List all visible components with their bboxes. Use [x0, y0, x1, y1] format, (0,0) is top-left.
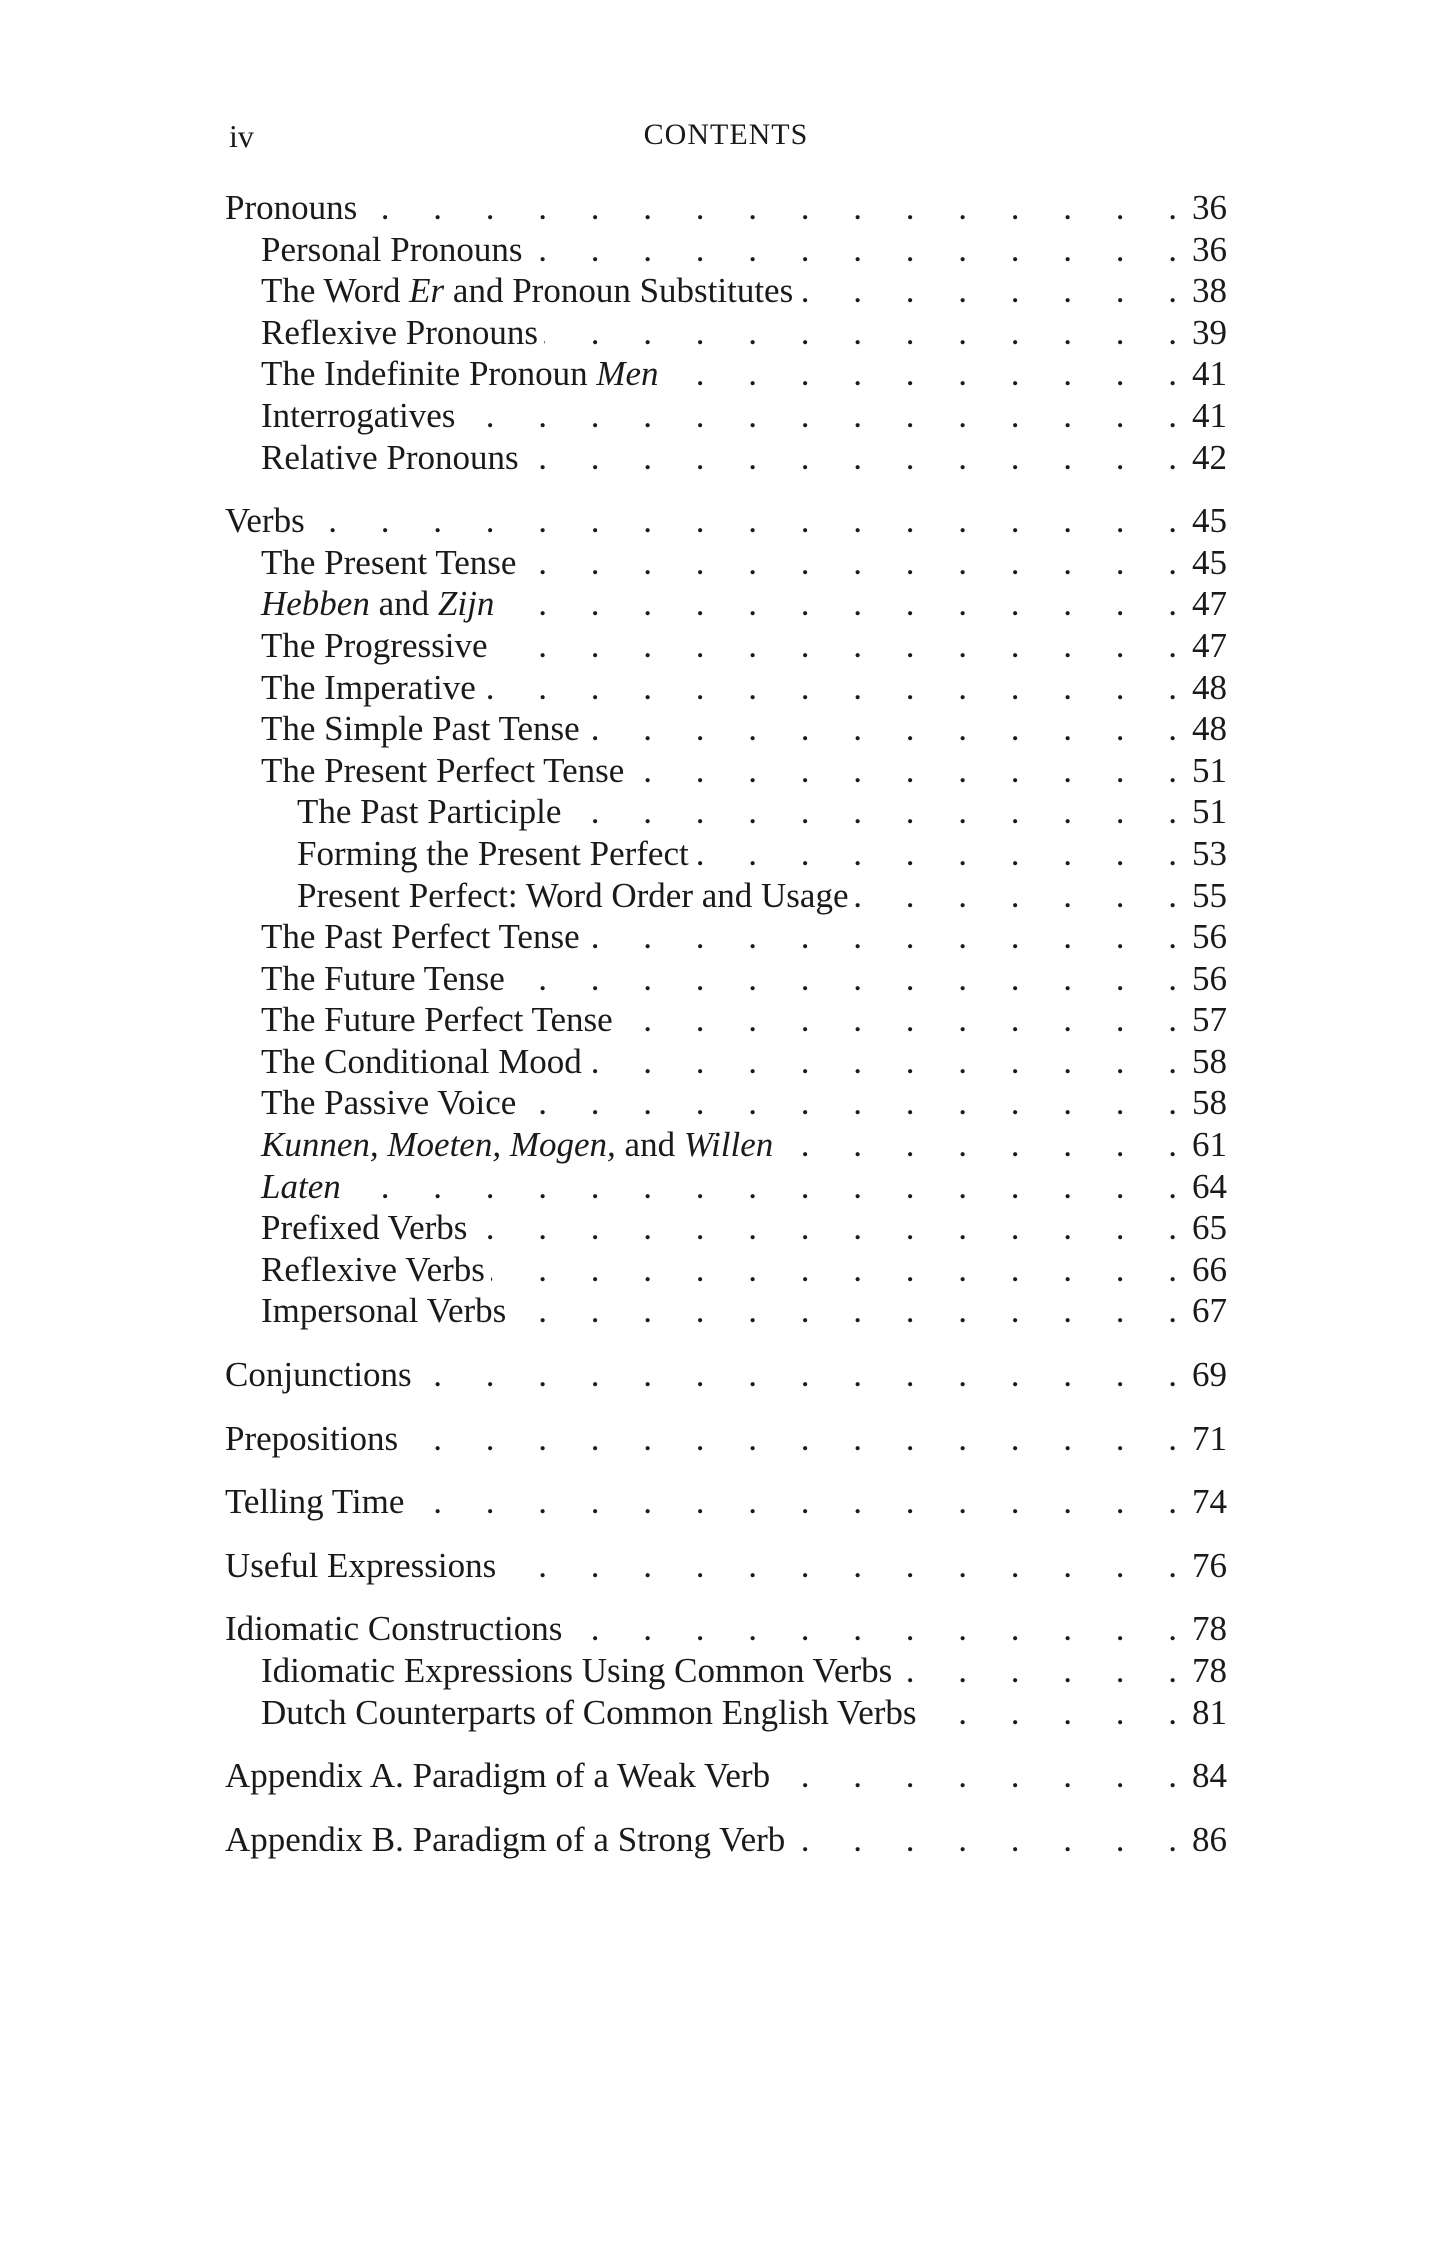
toc-entry-title: Interrogatives [261, 395, 456, 435]
toc-entry-title: The Past Participle [297, 792, 562, 832]
toc-entry [225, 667, 1227, 709]
toc-entry-title: The Simple Past Tense [261, 709, 580, 749]
toc-entry [225, 1755, 1227, 1797]
table-of-contents [225, 187, 1227, 1860]
dot-leader [500, 583, 1177, 625]
page-number: iv [229, 118, 254, 154]
toc-page-number: 64 [1192, 1166, 1227, 1206]
page-title: CONTENTS [643, 118, 809, 151]
toc-entry [225, 583, 1227, 625]
toc-entry-title: Telling Time [225, 1482, 405, 1522]
dot-leader [567, 791, 1177, 833]
toc-entry [225, 875, 1227, 917]
toc-entry [225, 1041, 1227, 1083]
toc-page-number: 61 [1192, 1125, 1227, 1165]
dot-leader [588, 1041, 1177, 1083]
dot-leader [776, 1755, 1177, 1797]
toc-entry [225, 187, 1227, 229]
toc-entry-title: The Future Tense [261, 958, 505, 998]
toc-page-number: 57 [1192, 1000, 1227, 1040]
toc-page-number: 42 [1192, 437, 1227, 477]
toc-entry [225, 270, 1227, 312]
dot-leader [473, 1207, 1177, 1249]
toc-page-number: 58 [1192, 1083, 1227, 1123]
toc-entry-title: Conjunctions [225, 1355, 412, 1395]
toc-entry-title: Idiomatic Constructions [225, 1609, 563, 1649]
toc-entry-title: Prepositions [225, 1418, 399, 1458]
toc-entry [225, 1481, 1227, 1523]
toc-page-number: 48 [1192, 667, 1227, 707]
toc-entry [225, 1124, 1227, 1166]
toc-entry-title: The Present Tense [261, 542, 517, 582]
dot-leader [619, 999, 1177, 1041]
toc-page-number: 67 [1192, 1291, 1227, 1331]
toc-page-number: 78 [1192, 1651, 1227, 1690]
toc-entry [225, 1249, 1227, 1291]
toc-page-number: 66 [1192, 1249, 1227, 1289]
dot-leader [522, 1082, 1177, 1124]
toc-page-number: 81 [1192, 1692, 1227, 1732]
toc-entry-title: Kunnen, Moeten, Mogen, and Willen [261, 1125, 774, 1165]
toc-page-number: 45 [1192, 542, 1227, 582]
toc-entry-title: Hebben and Zijn [261, 584, 495, 624]
dot-leader [482, 667, 1177, 709]
dot-leader [491, 1249, 1177, 1291]
toc-page-number: 65 [1192, 1208, 1227, 1248]
toc-entry [225, 1545, 1227, 1587]
toc-page-number: 55 [1192, 875, 1227, 915]
toc-entry-title: Reflexive Verbs [261, 1249, 485, 1289]
toc-entry [225, 312, 1227, 354]
dot-leader [791, 1819, 1177, 1861]
toc-entry [225, 1082, 1227, 1124]
toc-page-number: 38 [1192, 271, 1227, 311]
dot-leader [586, 916, 1177, 958]
toc-entry-title: The Indefinite Pronoun Men [261, 354, 659, 394]
toc-entry-title: The Passive Voice [261, 1083, 517, 1123]
toc-page-number: 71 [1192, 1418, 1227, 1458]
toc-entry [225, 1354, 1227, 1396]
toc-page-number: 84 [1192, 1756, 1227, 1796]
toc-page-number: 45 [1192, 501, 1227, 541]
toc-entry-title: The Imperative [261, 667, 476, 707]
dot-leader [502, 1545, 1177, 1587]
dot-leader [586, 708, 1177, 750]
toc-entry-title: Laten [261, 1166, 341, 1206]
toc-entry [225, 500, 1227, 542]
toc-entry [225, 916, 1227, 958]
toc-entry-title: The Word Er and Pronoun Substitutes [261, 271, 794, 311]
toc-entry-title: Personal Pronouns [261, 229, 523, 269]
toc-entry-title: Pronouns [225, 188, 358, 227]
toc-page-number: 48 [1192, 709, 1227, 749]
toc-entry-title: The Present Perfect Tense [261, 750, 625, 790]
toc-page-number: 41 [1192, 395, 1227, 435]
dot-leader [410, 1481, 1177, 1523]
toc-entry [225, 999, 1227, 1041]
dot-leader [525, 437, 1177, 479]
toc-page-number: 69 [1192, 1355, 1227, 1395]
toc-entry [225, 625, 1227, 667]
toc-entry [225, 1608, 1227, 1650]
toc-entry [225, 395, 1227, 437]
dot-leader [347, 1166, 1177, 1208]
toc-entry [225, 1290, 1227, 1332]
toc-entry [225, 791, 1227, 833]
dot-leader [630, 750, 1177, 792]
toc-page-number: 47 [1192, 625, 1227, 665]
dot-leader [493, 625, 1177, 667]
toc-page-number: 36 [1192, 229, 1227, 269]
toc-page-number: 56 [1192, 917, 1227, 957]
dot-leader [311, 500, 1177, 542]
toc-page-number: 56 [1192, 958, 1227, 998]
toc-page-number: 47 [1192, 584, 1227, 624]
toc-entry-title: The Progressive [261, 625, 488, 665]
toc-entry-title: Present Perfect: Word Order and Usage [297, 875, 849, 915]
toc-entry [225, 1650, 1227, 1692]
dot-leader [363, 187, 1177, 229]
toc-entry-title: The Past Perfect Tense [261, 917, 580, 957]
toc-page-number: 78 [1192, 1609, 1227, 1649]
dot-leader [544, 312, 1177, 354]
toc-entry [225, 1692, 1227, 1734]
toc-entry-title: Idiomatic Expressions Using Common Verbs [261, 1651, 893, 1690]
toc-page-number: 39 [1192, 312, 1227, 352]
dot-leader [529, 229, 1177, 271]
dot-leader [511, 958, 1177, 1000]
running-head [225, 118, 1227, 168]
toc-page-number: 86 [1192, 1819, 1227, 1859]
toc-entry [225, 353, 1227, 395]
toc-page-number: 51 [1192, 792, 1227, 832]
toc-entry [225, 229, 1227, 271]
toc-entry [225, 750, 1227, 792]
dot-leader [779, 1124, 1177, 1166]
dot-leader [568, 1608, 1177, 1650]
toc-entry-title: The Future Perfect Tense [261, 1000, 613, 1040]
dot-leader [512, 1290, 1177, 1332]
toc-entry-title: Impersonal Verbs [261, 1291, 507, 1331]
dot-leader [855, 875, 1178, 917]
toc-entry [225, 1819, 1227, 1861]
toc-entry-title: Dutch Counterparts of Common English Verbs [261, 1692, 917, 1732]
toc-page-number: 53 [1192, 833, 1227, 873]
toc-entry-title: Verbs [225, 501, 305, 541]
toc-page-number: 76 [1192, 1545, 1227, 1585]
dot-leader [665, 353, 1177, 395]
dot-leader [923, 1692, 1177, 1734]
toc-entry [225, 1166, 1227, 1208]
toc-page-number: 36 [1192, 188, 1227, 227]
toc-entry [225, 708, 1227, 750]
dot-leader [404, 1418, 1177, 1460]
toc-entry [225, 958, 1227, 1000]
toc-page-number: 58 [1192, 1041, 1227, 1081]
dot-leader [522, 542, 1177, 584]
dot-leader [418, 1354, 1177, 1396]
toc-entry-title: Forming the Present Perfect [297, 833, 689, 873]
toc-entry-title: Appendix B. Paradigm of a Strong Verb [225, 1819, 786, 1859]
toc-entry [225, 542, 1227, 584]
toc-entry-title: Reflexive Pronouns [261, 312, 539, 352]
dot-leader [695, 833, 1177, 875]
toc-entry-title: Useful Expressions [225, 1545, 497, 1585]
toc-page-number: 74 [1192, 1482, 1227, 1522]
toc-entry-title: Relative Pronouns [261, 437, 519, 477]
toc-entry-title: Prefixed Verbs [261, 1208, 468, 1248]
dot-leader [461, 395, 1177, 437]
dot-leader [898, 1650, 1177, 1692]
toc-entry [225, 1418, 1227, 1460]
toc-entry [225, 437, 1227, 479]
toc-page-number: 51 [1192, 750, 1227, 790]
toc-entry [225, 1207, 1227, 1249]
toc-page-number: 41 [1192, 354, 1227, 394]
toc-entry-title: The Conditional Mood [261, 1041, 582, 1081]
toc-entry [225, 833, 1227, 875]
dot-leader [799, 270, 1177, 312]
toc-entry-title: Appendix A. Paradigm of a Weak Verb [225, 1756, 771, 1796]
